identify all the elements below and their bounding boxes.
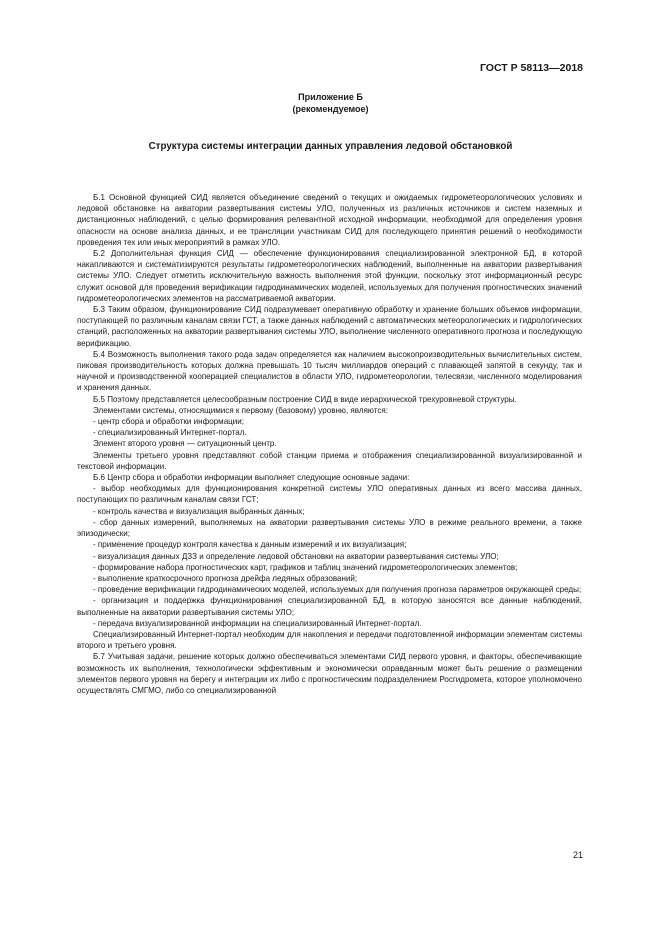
appendix-heading [0,91,661,115]
paragraph: Б.4 Возможность выполнения такого рода задач определяется как наличием высокопроизводительных вычислительных систем, пиковая производительность которых должна превышать 10 тысяч миллиардов операций с плавающей запятой в секунду, так и научной и производственной кооперацией специалистов в области УЛО, гидрометеорологии, телесвязи, численного моделирования и хранения данных. [77,349,582,393]
section-title: Структура системы интеграции данных управления ледовой обстановкой [148,141,513,152]
list-item: - организация и поддержка функционирования специализированной БД, в которую заносятся все данные наблюдений, выполненные на акватории развертывания системы УЛО; [77,596,582,617]
list-item: - выполнение краткосрочного прогноза дрейфа ледяных образований; [93,573,358,583]
list-item: - центр сбора и обработки информации; [93,417,245,427]
list-item: - формирование набора прогностических карт, графиков и таблиц значений гидрометеорологических элементов; [93,562,518,572]
list-item: - сбор данных измерений, выполняемых на акватории развертывания системы УЛО в режиме реального времени, а также эпизодически; [77,517,582,539]
list-item: - проведение верификации гидродинамических моделей, используемых для получения прогноза параметров окружающей среды; [93,585,582,595]
paragraph: Элемент второго уровня — ситуационный центр. [93,439,277,449]
list-item: - применение процедур контроля качества к данным измерений и их визуализация; [93,540,407,550]
list-item: - визуализация данных ДЗЗ и определение ледовой обстановки на акватории развертывания системы УЛО; [93,551,499,561]
paragraph: Б.3 Таким образом, функционирование СИД подразумевает оперативную обработку и хранение больших объемов информации, поступающей по различным каналам связи ГСТ, а также данных наблюдений с автоматических метеорологических и гидрологических станций, расположенных на акватории развертывания системы УЛО, выполнение численного оперативного прогноза и последующую верификацию. [77,305,582,348]
appendix-label: Приложение Б [298,92,363,102]
paragraph: Б.2 Дополнительная функция СИД — обеспечение функционирования специализированной электронной БД, в которой накапливаются и систематизируются результаты гидрометеорологических наблюдений, выполненные на акватории развертывания системы УЛО. Следует отметить исключительную важность выполнения этой функции, поскольку этот информационный ресурс служит основой для проведения верификации гидродинамических моделей, используемых для получения прогностических значений гидрометеорологических элементов на рассматриваемой акватории. [77,249,582,303]
list-item: - контроль качества и визуализация выбранных данных; [93,506,305,516]
paragraph: Б.1 Основной функцией СИД является объединение сведений о текущих и ожидаемых гидрометеорологических условиях и ледовой обстановке на акватории развертывания системы УЛО, полученных из различных источников и систем наземных и дистанционных наблюдений, с целью формирования релевантной исходной информации, необходимой для определения уровня опасности на основе анализа данных, и ее трансляции участникам СИД для последующего принятия решений о необходимости проведения тех или иных мероприятий в рамках УЛО. [77,193,582,247]
body-text [77,192,582,696]
document-code: ГОСТ Р 58113—2018 [479,62,583,74]
list-item: - выбор необходимых для функционирования конкретной системы УЛО оперативных данных из всего массива данных, поступающих по различным каналам связи ГСТ; [77,484,582,505]
list-item: - специализированный Интернет-портал. [93,428,247,438]
paragraph: Специализированный Интернет-портал необходим для накопления и передачи подготовленной информации элементам системы второго и третьего уровня. [77,629,582,651]
paragraph: Элементами системы, относящимися к первому (базовому) уровню, являются: [93,405,388,415]
paragraph: Элементы третьего уровня представляют собой станции приема и отображения специализированной визуализированной и текстовой информации. [77,450,582,471]
list-item: - передача визуализированной информации на специализированный Интернет-портал. [93,618,422,628]
appendix-status: (рекомендуемое) [292,104,369,114]
paragraph: Б.5 Поэтому представляется целесообразным построение СИД в виде иерархической трехуровневой структуры. [93,394,517,404]
page-number: 21 [572,850,583,860]
paragraph: Б.7 Учитывая задачи, решение которых должно обеспечиваться элементами СИД первого уровня, и факторы, обеспечивающие возможность их выполнения, технологически эффективным и экономически оправданным может быть решение о размещении элементов первого уровня на берегу и интеграции их либо с прогностическим подразделением Росгидромета, которое уполномочено осуществлять СМГМО, либо со специализированной [77,652,582,695]
paragraph: Б.6 Центр сбора и обработки информации выполняет следующие основные задачи: [93,473,410,483]
